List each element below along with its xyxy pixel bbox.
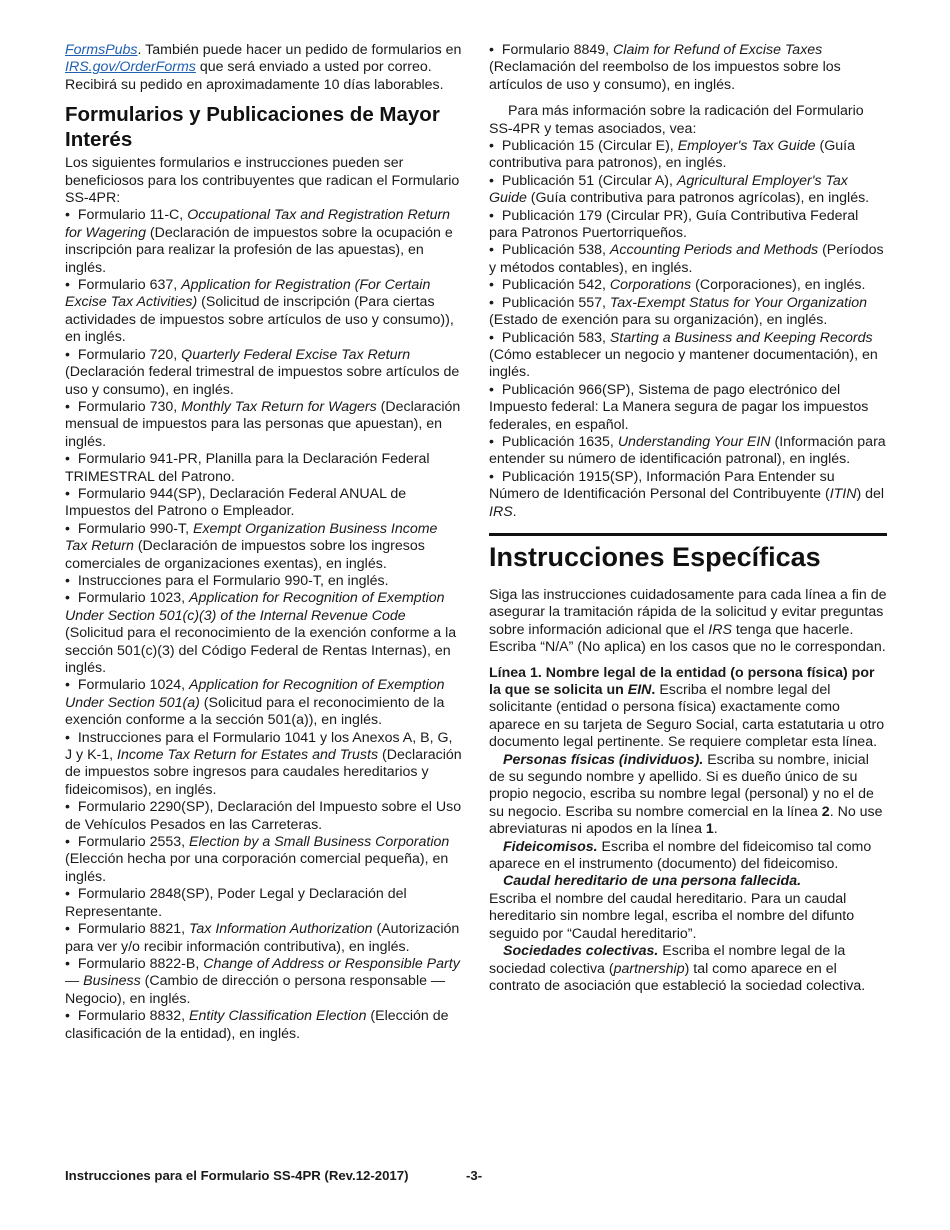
more-info-paragraph: Para más información sobre la radicación del Formulario SS-4PR y temas asociados, vea: xyxy=(489,103,864,137)
forms-list xyxy=(65,207,463,1043)
list-item: • Publicación 51 (Circular A), Agricultural Employer's Tax Guide (Guía contributiva para patronos agrícolas), en inglés. xyxy=(489,173,887,208)
list-item: • Formulario 2290(SP), Declaración del Impuesto sobre el Uso de Vehículos Pesados en las Carreteras. xyxy=(65,799,463,834)
list-item: • Formulario 8832, Entity Classification Election (Elección de clasificación de la entidad), en inglés. xyxy=(65,1008,463,1043)
list-item: • Formulario 2848(SP), Poder Legal y Declaración del Representante. xyxy=(65,886,463,921)
order-forms-link[interactable]: IRS.gov/OrderForms xyxy=(65,59,196,76)
fideicomisos-paragraph: Fideicomisos. Escriba el nombre del fideicomiso tal como aparece en el instrumento (documento) del fideicomiso. xyxy=(489,838,872,873)
line1-paragraph: Línea 1. Nombre legal de la entidad (o persona física) por la que se solicita un EIN. Escriba el nombre legal del solicitante (entidad o persona física) exactamente como aparece en su tarjeta de Seguro Social, carta estatutaria u otro documento legal pertinente. Se requiere completar esta línea. xyxy=(489,664,885,751)
footer-title: Instrucciones para el Formulario SS-4PR (Rev.12-2017) xyxy=(65,1168,409,1183)
publications-list xyxy=(489,138,887,521)
list-item: • Formulario 2553, Election by a Small Business Corporation (Elección hecha por una corporación comercial pequeña), en inglés. xyxy=(65,834,463,886)
list-item: • Publicación 1635, Understanding Your EIN (Información para entender su número de identificación patronal), en inglés. xyxy=(489,434,887,469)
forms-lead: Los siguientes formularios e instrucciones pueden ser beneficiosos para los contribuyentes que radican el Formulario SS-4PR: xyxy=(65,155,460,207)
list-item: • Formulario 1024, Application for Recognition of Exemption Under Section 501(a) (Solicitud para el reconocimiento de la exención conforme a la sección 501(a)), en inglés. xyxy=(65,677,463,729)
caudal-paragraph: Caudal hereditario de una persona fallecida. Escriba el nombre del caudal hereditario. Para un caudal hereditario sin nombre legal, escriba el nombre del difunto seguido por “Caudal hereditario”. xyxy=(489,873,855,942)
list-item: • Publicación 583, Starting a Business and Keeping Records (Cómo establecer un negocio y mantener documentación), en inglés. xyxy=(489,330,887,382)
section-heading-forms: Formularios y Publicaciones de Mayor Interés xyxy=(65,103,440,152)
left-column xyxy=(65,42,463,1043)
list-item: • Publicación 557, Tax-Exempt Status for Your Organization (Estado de exención para su organización), en inglés. xyxy=(489,295,887,330)
page-number: -3- xyxy=(466,1168,483,1183)
list-item: • Formulario 730, Monthly Tax Return for Wagers (Declaración mensual de impuestos para las personas que apuestan), en inglés. xyxy=(65,399,463,451)
list-item: • Formulario 8822-B, Change of Address or Responsible Party — Business (Cambio de dirección o persona responsable —Negocio), en inglés. xyxy=(65,956,463,1008)
section-title: Instrucciones Específicas xyxy=(489,541,821,572)
list-item: • Publicación 1915(SP), Información Para Entender su Número de Identificación Personal del Contribuyente (ITIN) del IRS. xyxy=(489,469,887,521)
list-item: • Publicación 15 (Circular E), Employer's Tax Guide (Guía contributiva para patronos), en inglés. xyxy=(489,138,887,173)
list-item: • Publicación 179 (Circular PR), Guía Contributiva Federal para Patronos Puertorriqueños. xyxy=(489,208,887,243)
list-item: • Formulario 941-PR, Planilla para la Declaración Federal TRIMESTRAL del Patrono. xyxy=(65,451,463,486)
list-item: • Formulario 1023, Application for Recognition of Exemption Under Section 501(c)(3) of the Internal Revenue Code (Solicitud para el reconocimiento de la exención conforme a la sección 501(c)(3) del Código Federal de Rentas Internas), en inglés. xyxy=(65,590,463,677)
list-item: • Publicación 542, Corporations (Corporaciones), en inglés. xyxy=(489,277,887,294)
intro-paragraph: FormsPubs. También puede hacer un pedido de formularios en IRS.gov/OrderForms que será enviado a usted por correo. Recibirá su pedido en aproximadamente 10 días laborables. xyxy=(65,42,462,93)
list-item: • Instrucciones para el Formulario 1041 y los Anexos A, B, G, J y K-1, Income Tax Return for Estates and Trusts (Declaración de impuestos sobre ingresos para caudales hereditarios y fideicomisos), en inglés. xyxy=(65,730,463,800)
list-item: • Formulario 637, Application for Registration (For Certain Excise Tax Activities) (Solicitud de inscripción (Para ciertas actividades de impuestos sobre artículos de uso y consumo)), en inglés. xyxy=(65,277,463,347)
section-divider xyxy=(489,533,887,536)
list-item: • Publicación 966(SP), Sistema de pago electrónico del Impuesto federal: La Manera segura de pagar los impuestos federales, en español. xyxy=(489,382,887,434)
list-item: • Formulario 11-C, Occupational Tax and Registration Return for Wagering (Declaración de impuestos sobre la ocupación e inscripción para realizar la profesión de las apuestas), en inglés. xyxy=(65,207,463,277)
right-column xyxy=(489,42,887,995)
section-intro: Siga las instrucciones cuidadosamente para cada línea a fin de asegurar la tramitación rápida de la solicitud y evitar preguntas sobre información adicional que el IRS tenga que hacerle. Escriba “N/A” (No aplica) en los casos que no le correspondan. xyxy=(489,586,887,656)
list-item: • Formulario 944(SP), Declaración Federal ANUAL de Impuestos del Patrono o Empleador. xyxy=(65,486,463,521)
personas-paragraph: Personas físicas (individuos). Escriba su nombre, inicial de su segundo nombre y apellido. Si es dueño único de su propio negocio, escriba su nombre legal (personal) y no el de su negocio. Escriba su nombre comercial en la línea 2. No use abreviaturas ni apodos en la línea 1. xyxy=(489,751,883,838)
list-item: • Formulario 720, Quarterly Federal Excise Tax Return (Declaración federal trimestral de impuestos sobre artículos de uso y consumo), en inglés. xyxy=(65,347,463,399)
list-item: • Formulario 8821, Tax Information Authorization (Autorización para ver y/o recibir información contributiva), en inglés. xyxy=(65,921,463,956)
list-item: • Formulario 8849, Claim for Refund of Excise Taxes (Reclamación del reembolso de los impuestos sobre los artículos de uso y consumo), en inglés. xyxy=(489,42,887,94)
list-item: • Instrucciones para el Formulario 990-T, en inglés. xyxy=(65,573,463,590)
formspubs-link[interactable]: FormsPubs xyxy=(65,42,138,58)
sociedades-paragraph: Sociedades colectivas. Escriba el nombre legal de la sociedad colectiva (partnership) tal como aparece en el contrato de asociación que estableció la sociedad colectiva. xyxy=(489,943,866,994)
list-item: • Publicación 538, Accounting Periods and Methods (Períodos y métodos contables), en inglés. xyxy=(489,242,887,277)
list-item: • Formulario 990-T, Exempt Organization Business Income Tax Return (Declaración de impuestos sobre los ingresos comerciales de organizaciones exentas), en inglés. xyxy=(65,521,463,573)
